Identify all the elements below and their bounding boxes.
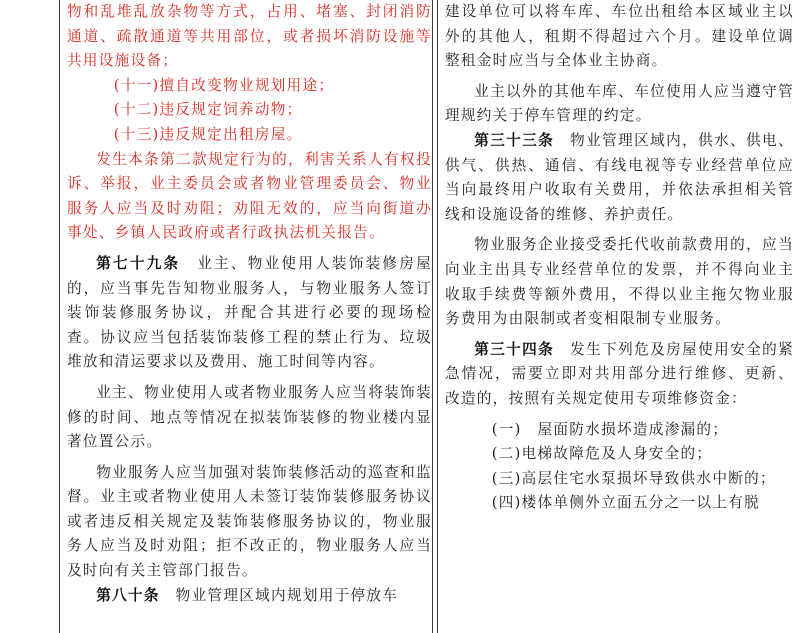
- article-33: [445, 129, 794, 227]
- article-80: [67, 584, 432, 609]
- left-item-13: (十三)违反规定出租房屋。: [113, 125, 303, 143]
- left-paragraph-3: 业主、物业使用人或者物业服务人应当将装饰装修的时间、地点等情况在拟装饰装修的物业楼内显著位置公示。: [67, 383, 432, 451]
- left-paragraph-2: 发生本条第二款规定行为的，利害关系人有权投诉、举报，业主委员会或者物业管理委员会、物业服务人应当及时劝阻；劝阻无效的，应当向街道办事处、乡镇人民政府或者行政执法机关报告。: [67, 150, 432, 242]
- left-paragraph-4: 物业服务人应当加强对装饰装修活动的巡查和监督。业主或者物业使用人未签订装饰装修服务协议或者违反相关规定及装饰装修服务协议的，物业服务人应当及时劝阻；拒不改正的，物业服务人应当及时向有关主管部门报告。: [67, 463, 432, 580]
- right-item-3: (三)高层住宅水泵损坏导致供水中断的；: [491, 469, 776, 487]
- article-79-text: 业主、物业使用人装饰装修房屋的，应当事先告知物业服务人，与物业服务人签订装饰装修服务协议，并配合其进行必要的现场检查。协议应当包括装饰装修工程的禁止行为、垃圾堆放和清运要求以及费用、施工时间等内容。: [67, 254, 432, 371]
- article-33-text: 物业管理区域内，供水、供电、供气、供热、通信、有线电视等专业经营单位应当向最终用户收取有关费用，并依法承担相关管线和设施设备的维修、养护责任。: [445, 131, 794, 223]
- right-paragraph-3: 物业服务企业接受委托代收前款费用的，应当向业主出具专业经营单位的发票，并不得向业主收取手续费等额外费用，不得以业主拖欠物业服务费用为由限制或者变相限制专业服务。: [445, 236, 794, 328]
- article-34: [445, 338, 794, 412]
- column-divider-left: [59, 0, 60, 633]
- article-79-title: 第七十九条: [96, 254, 181, 272]
- right-item-2: (二)电梯故障危及人身安全的；: [491, 445, 713, 463]
- left-column: [61, 0, 432, 633]
- article-34-title: 第三十四条: [474, 340, 555, 358]
- left-paragraph-1: 物和乱堆乱放杂物等方式，占用、堵塞、封闭消防通道、疏散通道等共用部位，或者损坏消防设施等共用设施设备；: [67, 3, 432, 70]
- column-divider-middle-inner: [437, 0, 438, 633]
- article-34-text: 发生下列危及房屋使用安全的紧急情况，需要立即对共用部分进行维修、更新、改造的，按照有关规定使用专项维修资金：: [445, 340, 794, 407]
- right-paragraph-1: 建设单位可以将车库、车位出租给本区域业主以外的其他人，租期不得超过六个月。建设单位调整租金时应当与全体业主协商。: [445, 3, 794, 70]
- left-item-11: (十一)擅自改变物业规划用途；: [113, 76, 335, 94]
- right-item-4: (四)楼体单侧外立面五分之一以上有脱: [491, 494, 761, 512]
- article-79: [67, 252, 432, 375]
- article-33-title: 第三十三条: [474, 131, 555, 149]
- left-item-12: (十二)违反规定饲养动物；: [113, 101, 303, 119]
- right-paragraph-2: 业主以外的其他车库、车位使用人应当遵守管理规约关于停车管理的约定。: [445, 82, 794, 125]
- article-80-text: 物业管理区域内规划用于停放车: [175, 586, 399, 604]
- right-item-1: (一) 屋面防水损坏造成渗漏的；: [491, 420, 729, 438]
- right-column: [439, 0, 794, 633]
- article-80-title: 第八十条: [96, 586, 160, 604]
- column-divider-middle: [432, 0, 433, 633]
